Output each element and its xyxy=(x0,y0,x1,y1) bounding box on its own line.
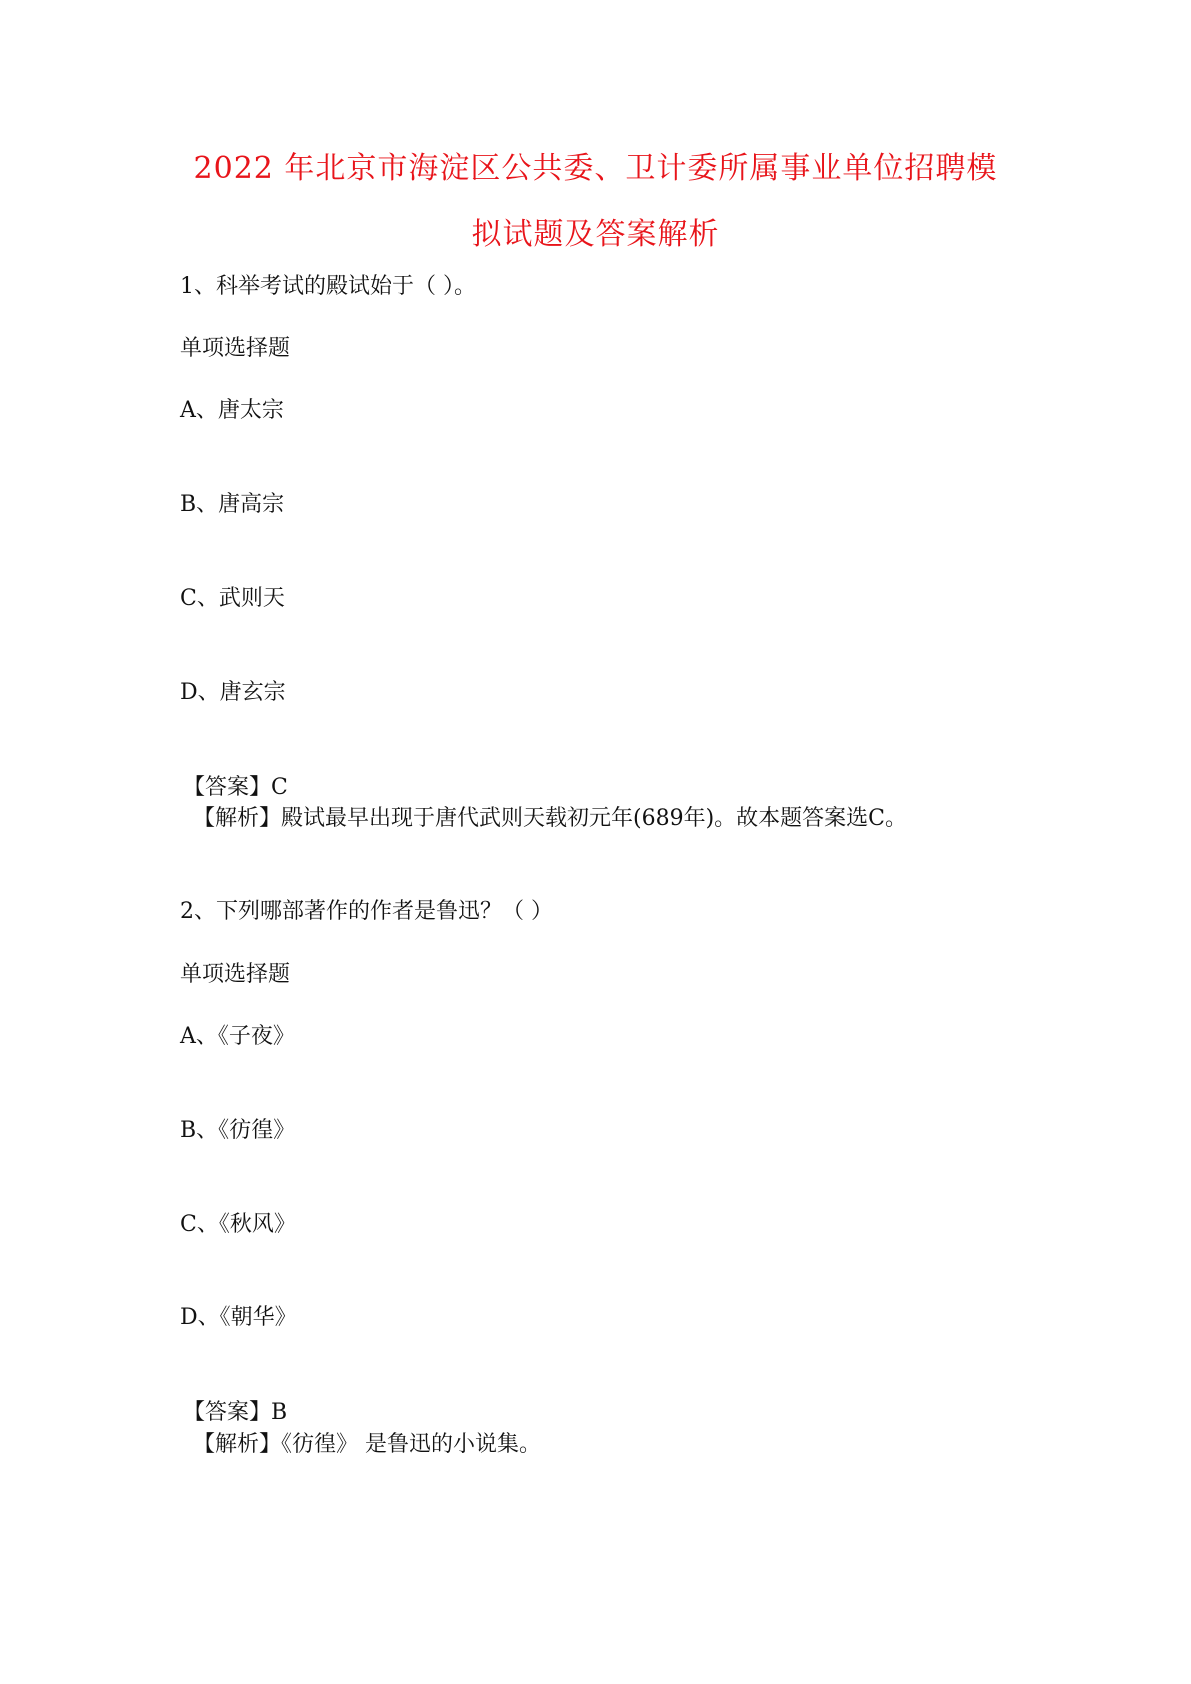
question-2-explanation: 【解析】《彷徨》 是鲁迅的小说集。 xyxy=(193,1432,541,1457)
question-1-type: 单项选择题 xyxy=(180,336,291,361)
question-1-answer: 【答案】C xyxy=(183,775,288,800)
question-1-option-c: C、武则天 xyxy=(180,586,285,611)
question-1-option-a: A、唐太宗 xyxy=(180,398,284,423)
question-1-explanation: 【解析】殿试最早出现于唐代武则天载初元年(689年)。故本题答案选C。 xyxy=(193,806,907,831)
question-2-option-c: C、《秋风》 xyxy=(180,1212,296,1237)
question-2-option-a: A、《子夜》 xyxy=(180,1024,295,1049)
question-1-option-d: D、唐玄宗 xyxy=(180,680,286,705)
question-2-option-d: D、《朝华》 xyxy=(180,1305,297,1330)
question-2-answer: 【答案】B xyxy=(183,1400,288,1425)
document-title-line-1: 2022 年北京市海淀区公共委、卫计委所属事业单位招聘模 xyxy=(193,151,998,186)
question-2-stem: 2、下列哪部著作的作者是鲁迅？（ ） xyxy=(180,899,553,924)
question-2-type: 单项选择题 xyxy=(180,962,291,987)
document-title-line-2: 拟试题及答案解析 xyxy=(471,217,720,252)
question-2-option-b: B、《彷徨》 xyxy=(180,1118,296,1143)
question-1-stem: 1、科举考试的殿试始于（ ）。 xyxy=(180,274,476,299)
question-1-option-b: B、唐高宗 xyxy=(180,492,285,517)
